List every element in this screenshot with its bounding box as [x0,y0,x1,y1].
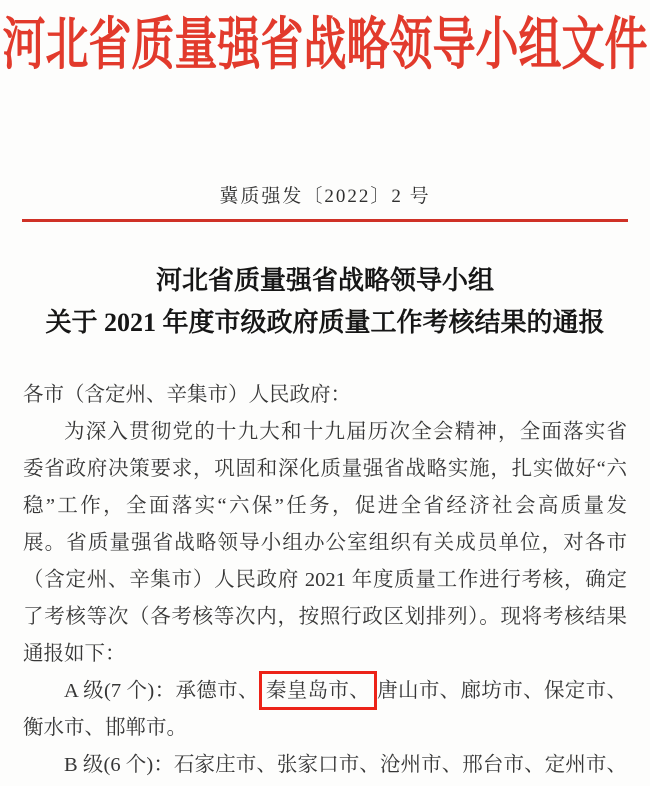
red-divider-line [22,219,628,222]
grade-a-suffix: 唐山市、廊坊市、保定市、 [377,680,628,703]
salutation-line: 各市（含定州、辛集市）人民政府： [23,384,351,407]
document-number: 冀质强发〔2022〕2 号 [219,186,431,208]
document-body [23,377,627,784]
body-text-line: 展。省质量强省战略领导小组办公室组织有关成员单位，对各市 [23,532,627,555]
document-title-line2: 关于 2021 年度市级政府质量工作考核结果的通报 [45,308,605,338]
body-text-line: 稳”工作，全面落实“六保”任务，促进全省经济社会高质量发 [23,495,627,518]
body-text-line: 了考核等次（各考核等次内，按照行政区划排列）。现将考核结果 [23,606,627,629]
document-title [0,260,650,344]
grade-a-prefix: A 级(7 个)：承德市、 [64,680,259,703]
body-text-line: 委省政府决策要求，巩固和深化质量强省战略实施，扎实做好“六 [23,458,627,481]
highlight-box-qinhuangdao: 秦皇岛市、 [259,671,377,710]
letterhead-title: 河北省质量强省战略领导小组文件 [2,14,648,77]
body-text-line: 通报如下： [23,643,126,666]
grade-a-line [23,673,627,710]
body-text-line: 为深入贯彻党的十九大和十九届历次全会精神，全面落实省 [64,421,627,444]
document-title-line1: 河北省质量强省战略领导小组 [155,266,494,296]
body-text-line: （含定州、辛集市）人民政府 2021 年度质量工作进行考核，确定 [23,569,627,592]
grade-a-line2: 衡水市、邯郸市。 [23,717,187,740]
grade-b-line: B 级(6 个)：石家庄市、张家口市、沧州市、邢台市、定州市、 [64,754,627,777]
